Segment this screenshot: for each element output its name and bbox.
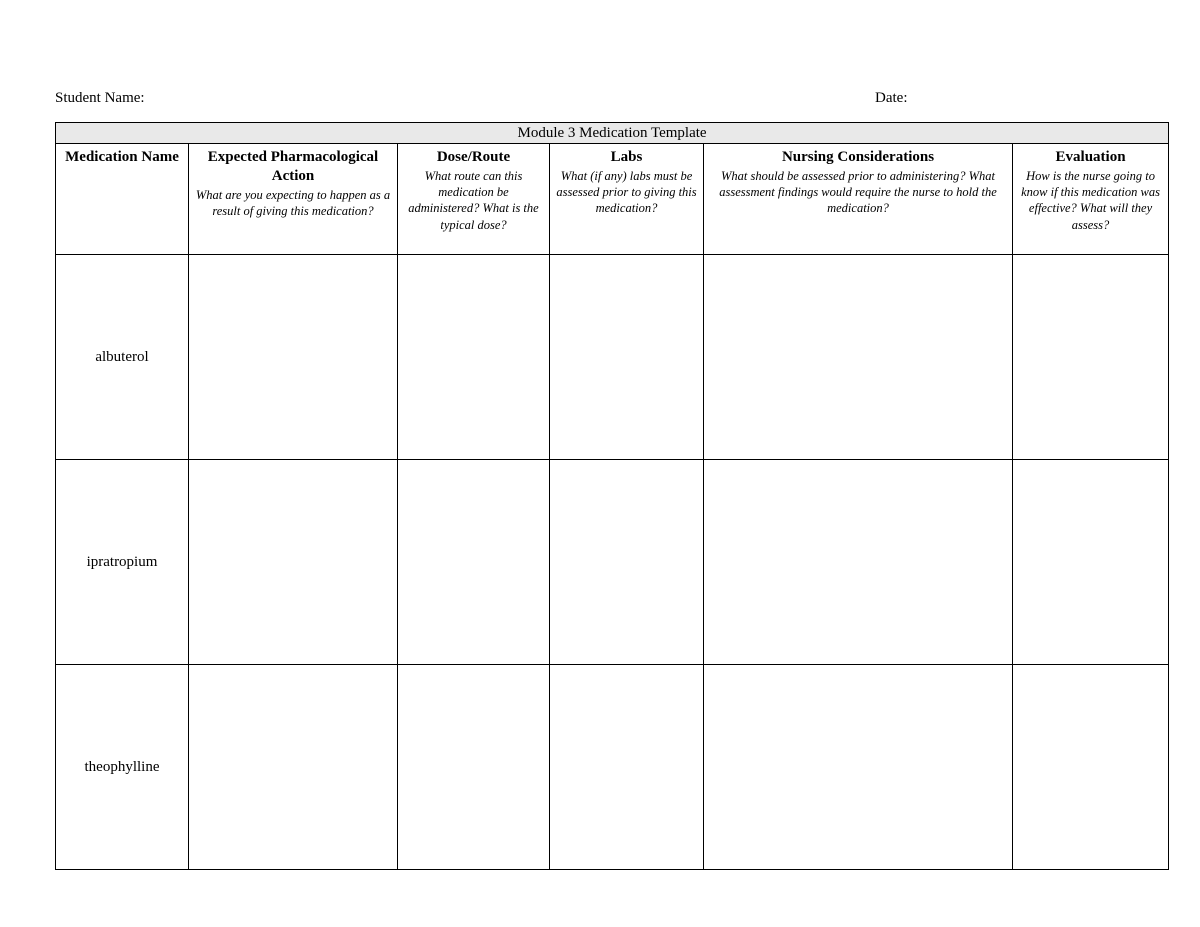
empty-cell-albuterol-evaluation[interactable]: [1013, 255, 1169, 460]
empty-cell-theophylline-labs[interactable]: [550, 665, 704, 870]
column-header-label: Nursing Considerations: [781, 149, 935, 165]
column-header-prompt: What (if any) labs must be assessed prior to giving this medication?: [556, 168, 697, 216]
column-header-label: Labs: [610, 149, 643, 165]
medication-name-cell: ipratropium: [56, 460, 189, 665]
column-header-label: Dose/Route: [436, 149, 511, 165]
column-header-prompt: What route can this medication be administered? What is the typical dose?: [408, 168, 539, 232]
column-header-labs: [550, 144, 704, 255]
date-label: Date:: [875, 90, 908, 106]
column-header-label: Medication Name: [65, 149, 179, 165]
table-title: Module 3 Medication Template: [56, 123, 1169, 144]
column-header-prompt: What are you expecting to happen as a result of giving this medication?: [195, 187, 391, 218]
student-name-label: Student Name:: [55, 90, 145, 106]
column-header-nursing-considerations: [704, 144, 1013, 255]
table-row-albuterol: [56, 255, 1169, 460]
column-header-evaluation: [1013, 144, 1169, 255]
column-header-prompt: What should be assessed prior to administering? What assessment findings would require the nurse to hold the medication?: [719, 168, 997, 216]
medication-template-table: [55, 122, 1169, 870]
empty-cell-ipratropium-dose-route[interactable]: [398, 460, 550, 665]
table-row-ipratropium: [56, 460, 1169, 665]
header-line: [55, 90, 1168, 110]
empty-cell-theophylline-evaluation[interactable]: [1013, 665, 1169, 870]
empty-cell-theophylline-pharmacological-action[interactable]: [189, 665, 398, 870]
empty-cell-albuterol-pharmacological-action[interactable]: [189, 255, 398, 460]
table-title-row: [56, 123, 1169, 144]
column-header-expected-pharmacological-action: [189, 144, 398, 255]
column-header-prompt: How is the nurse going to know if this medication was effective? What will they assess?: [1021, 168, 1160, 232]
empty-cell-theophylline-dose-route[interactable]: [398, 665, 550, 870]
empty-cell-ipratropium-nursing-considerations[interactable]: [704, 460, 1013, 665]
medication-name-cell: albuterol: [56, 255, 189, 460]
column-header-label: Evaluation: [1055, 149, 1126, 165]
empty-cell-albuterol-nursing-considerations[interactable]: [704, 255, 1013, 460]
empty-cell-ipratropium-pharmacological-action[interactable]: [189, 460, 398, 665]
empty-cell-albuterol-dose-route[interactable]: [398, 255, 550, 460]
empty-cell-albuterol-labs[interactable]: [550, 255, 704, 460]
empty-cell-ipratropium-labs[interactable]: [550, 460, 704, 665]
column-header-medication-name: [56, 144, 189, 255]
column-header-label: Expected Pharmacological Action: [207, 149, 379, 184]
empty-cell-theophylline-nursing-considerations[interactable]: [704, 665, 1013, 870]
column-header-row: [56, 144, 1169, 255]
empty-cell-ipratropium-evaluation[interactable]: [1013, 460, 1169, 665]
table-row-theophylline: [56, 665, 1169, 870]
medication-name-cell: theophylline: [56, 665, 189, 870]
column-header-dose-route: [398, 144, 550, 255]
